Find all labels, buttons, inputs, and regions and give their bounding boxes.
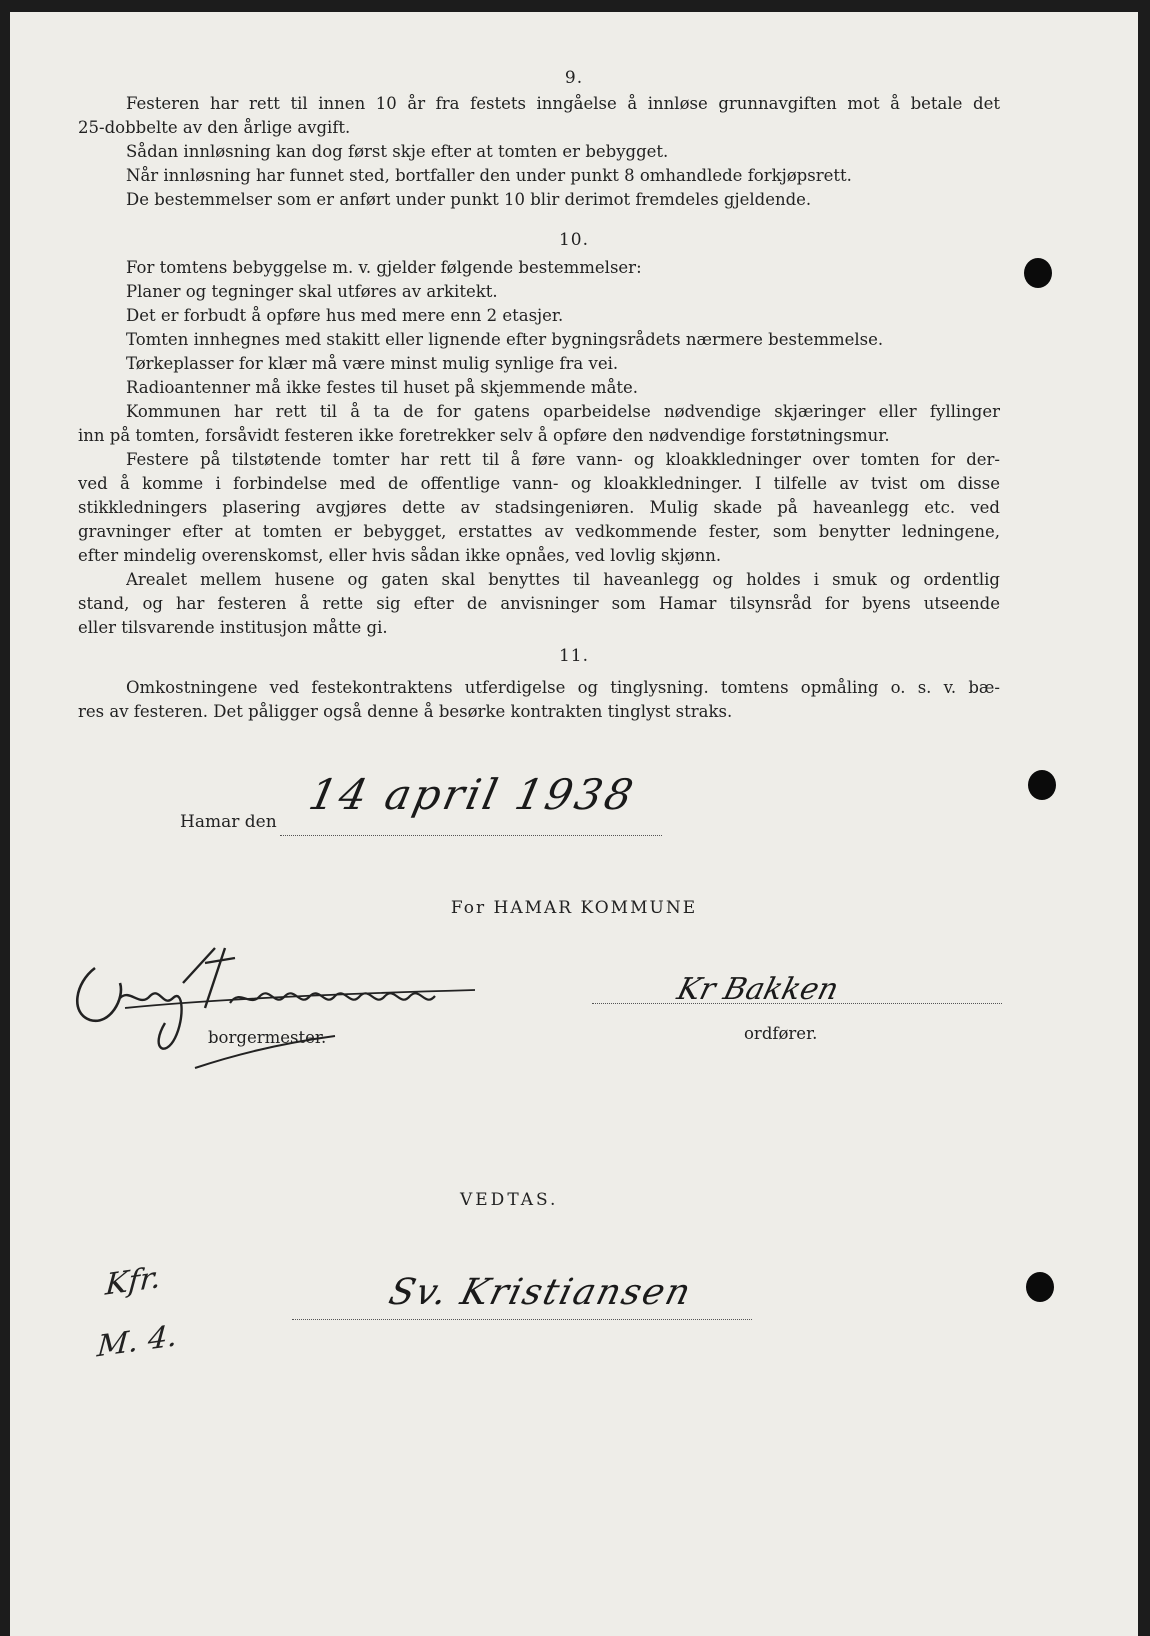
vedtas-dotted-line — [292, 1318, 752, 1320]
text-line: Kommunen har rett til å ta de for gatens oparbeidelse nødvendige skjæringer eller fyllinger — [126, 402, 1000, 421]
chairman-signature: Kr Bakken — [673, 972, 843, 1007]
text-line: Arealet mellem husene og gaten skal benyttes til haveanlegg og holdes i smuk og ordentlig — [126, 570, 1000, 589]
text-line: stikkledningers plasering avgjøres dette av stadsingeniøren. Mulig skade på haveanlegg etc. ved — [78, 498, 1000, 517]
text-line: Når innløsning har funnet sted, bortfaller den under punkt 8 omhandlede forkjøpsrett. — [126, 166, 852, 185]
mayor-title: borgermester. — [208, 1028, 327, 1047]
text-line: Det er forbudt å opføre hus med mere enn 2 etasjer. — [126, 306, 564, 325]
text-line: Festere på tilstøtende tomter har rett til å føre vann‑ og kloakkledninger over tomten for der‑ — [126, 450, 1000, 469]
margin-note: Kfr. — [104, 1260, 162, 1303]
punch-hole — [1026, 1272, 1054, 1302]
text-line: inn på tomten, forsåvidt festeren ikke foretrekker selv å opføre den nødvendige forstøtningsmur. — [78, 426, 890, 445]
text-line: stand, og har festeren å rette sig efter de anvisninger som Hamar tilsynsråd for byens utseende — [78, 594, 1000, 613]
text-line: efter mindelig overenskomst, eller hvis sådan ikke opnåes, ved lovlig skjønn. — [78, 546, 722, 565]
text-line: 25‑dobbelte av den årlige avgift. — [78, 118, 351, 137]
text-line: Festeren har rett til innen 10 år fra festets inngåelse å innløse grunnavgiften mot å betale det — [126, 94, 1000, 113]
text-line: De bestemmelser som er anført under punkt 10 blir derimot fremdeles gjeldende. — [126, 190, 812, 209]
handwritten-date: 14 april 1938 — [304, 770, 641, 819]
punch-hole — [1028, 770, 1056, 800]
text-line: Omkostningene ved festekontraktens utferdigelse og tinglysning. tomtens opmåling o. s. v. bæ‑ — [126, 678, 1000, 697]
text-line: Radioantenner må ikke festes til huset på skjemmende måte. — [126, 378, 639, 397]
date-dotted-line — [280, 834, 662, 836]
chairman-title: ordfører. — [744, 1024, 818, 1043]
margin-note: M. 4. — [95, 1318, 179, 1365]
text-line: eller tilsvarende institusjon måtte gi. — [78, 618, 388, 637]
text-line: Tomten innhegnes med stakitt eller lignende efter bygningsrådets nærmere bestemmelse. — [126, 330, 884, 349]
section-number: 11. — [558, 646, 590, 666]
document-page — [10, 12, 1138, 1636]
text-line: gravninger efter at tomten er bebygget, erstattes av vedkommende fester, som benytter ledningene, — [78, 522, 1000, 541]
vedtas-signature: Sv. Kristiansen — [384, 1272, 697, 1313]
vedtas-heading: VEDTAS. — [460, 1190, 559, 1210]
date-label: Hamar den — [180, 812, 277, 832]
section-number: 9. — [564, 68, 584, 88]
text-line: For tomtens bebyggelse m. v. gjelder følgende bestemmelser: — [126, 258, 642, 277]
text-line: res av festeren. Det påligger også denne å besørke kontrakten tinglyst straks. — [78, 702, 733, 721]
text-line: Planer og tegninger skal utføres av arkitekt. — [126, 282, 498, 301]
text-line: Tørkeplasser for klær må være minst mulig synlige fra vei. — [126, 354, 619, 373]
section-number: 10. — [558, 230, 590, 250]
organization-line: For HAMAR KOMMUNE — [450, 898, 698, 918]
punch-hole — [1024, 258, 1052, 288]
text-line: ved å komme i forbindelse med de offentlige vann‑ og kloakkledninger. I tilfelle av tvist om disse — [78, 474, 1000, 493]
text-line: Sådan innløsning kan dog først skje efter at tomten er bebygget. — [126, 142, 669, 161]
mayor-signature — [65, 928, 485, 1068]
